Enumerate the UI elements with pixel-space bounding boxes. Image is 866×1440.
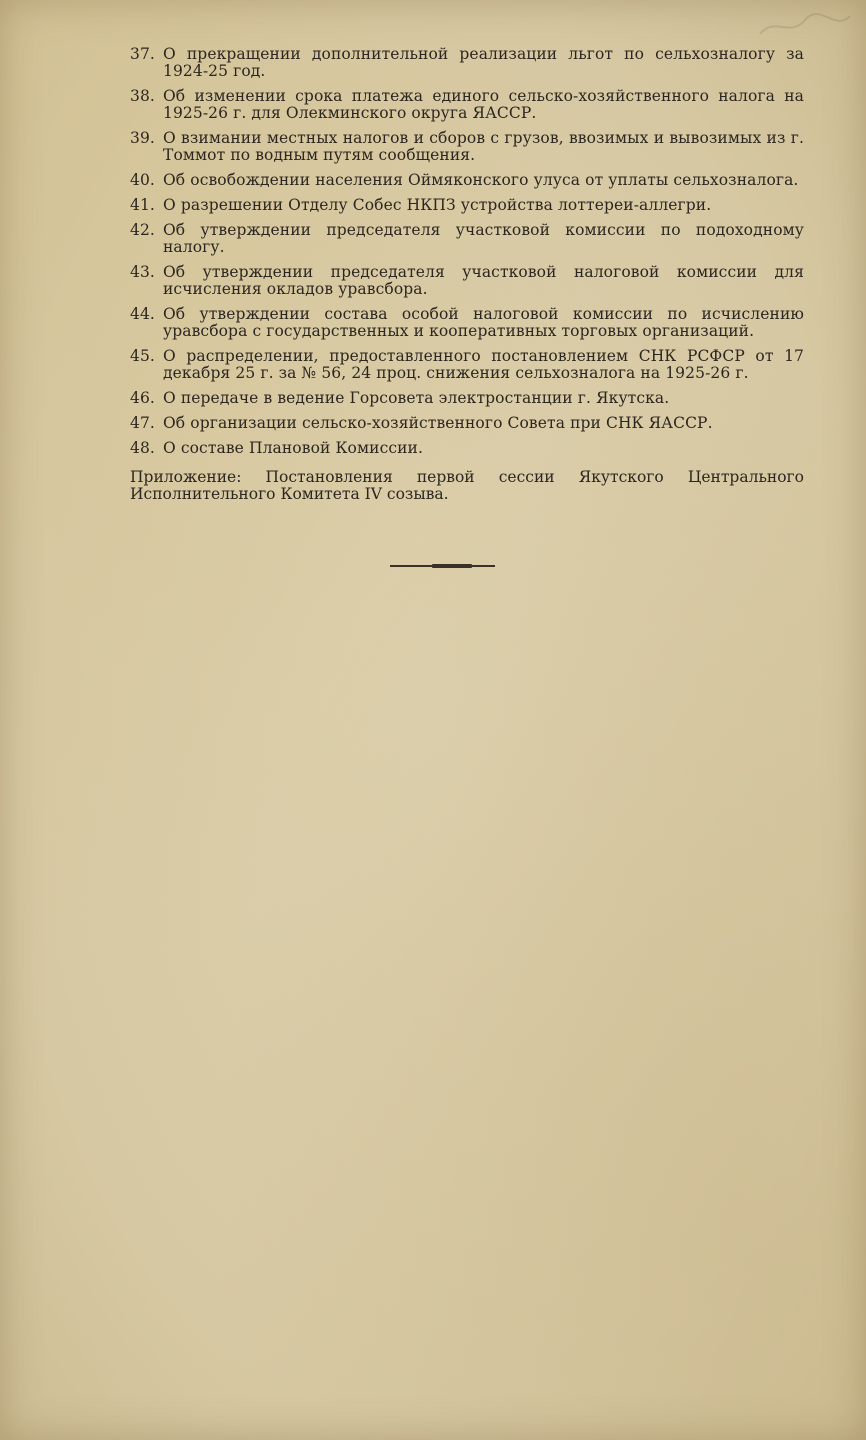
toc-entry <box>130 306 804 340</box>
entry-number: 45. <box>130 347 155 365</box>
entry-number: 44. <box>130 305 155 323</box>
entry-title: О передаче в ведение Горсовета электростанции г. Якутска. <box>163 389 670 407</box>
toc-entry <box>130 264 804 298</box>
toc-entry <box>130 440 804 457</box>
toc-entry <box>130 46 804 80</box>
table-of-contents <box>130 46 804 503</box>
toc-entry <box>130 415 804 432</box>
entry-title: Об утверждении председателя участковой комиссии по подоходному налогу. <box>163 221 804 256</box>
entry-title: Об утверждении состава особой налоговой комиссии по исчислению уравсбора с государственных и кооперативных торговых организаций. <box>163 305 804 340</box>
entry-number: 39. <box>130 129 155 147</box>
entry-number: 42. <box>130 221 155 239</box>
entry-number: 38. <box>130 87 155 105</box>
toc-entry <box>130 390 804 407</box>
entry-number: 43. <box>130 263 155 281</box>
entry-title: Об освобождении населения Оймяконского улуса от уплаты сельхозналога. <box>163 171 799 189</box>
entry-title: Об утверждении председателя участковой налоговой комиссии для исчисления окладов уравсбора. <box>163 263 804 298</box>
entry-number: 37. <box>130 45 155 63</box>
toc-entry <box>130 348 804 382</box>
entry-number: 47. <box>130 414 155 432</box>
entry-number: 46. <box>130 389 155 407</box>
entry-title: О взимании местных налогов и сборов с грузов, ввозимых и вывозимых из г. Томмот по водным путям сообщения. <box>163 129 804 164</box>
entry-number: 41. <box>130 196 155 214</box>
entry-number: 48. <box>130 439 155 457</box>
toc-entry <box>130 197 804 214</box>
entry-title: Об организации сельско-хозяйственного Совета при СНК ЯАССР. <box>163 414 713 432</box>
entry-title: О прекращении дополнительной реализации льгот по сельхозналогу за 1924-25 год. <box>163 45 804 80</box>
divider-thick-center <box>432 564 472 568</box>
entry-title: Об изменении срока платежа единого сельско-хозяйственного налога на 1925-26 г. для Олекминского округа ЯАССР. <box>163 87 804 122</box>
section-divider-rule <box>390 564 495 568</box>
entry-title: О составе Плановой Комиссии. <box>163 439 424 457</box>
toc-entry <box>130 222 804 256</box>
entry-number: 40. <box>130 171 155 189</box>
entry-title: О разрешении Отделу Собес НКПЗ устройства лоттереи-аллегри. <box>163 196 712 214</box>
appendix-note: Приложение: Постановления первой сессии Якутского Центрального Исполнительного Комитета IV созыва. <box>130 468 804 503</box>
entry-title: О распределении, предоставленного постановлением СНК РСФСР от 17 декабря 25 г. за № 56, 24 проц. снижения сельхозналога на 1925-26 г. <box>163 347 804 382</box>
toc-entry <box>130 130 804 164</box>
toc-entry <box>130 88 804 122</box>
toc-entry <box>130 172 804 189</box>
faint-corner-handwriting <box>750 6 860 46</box>
